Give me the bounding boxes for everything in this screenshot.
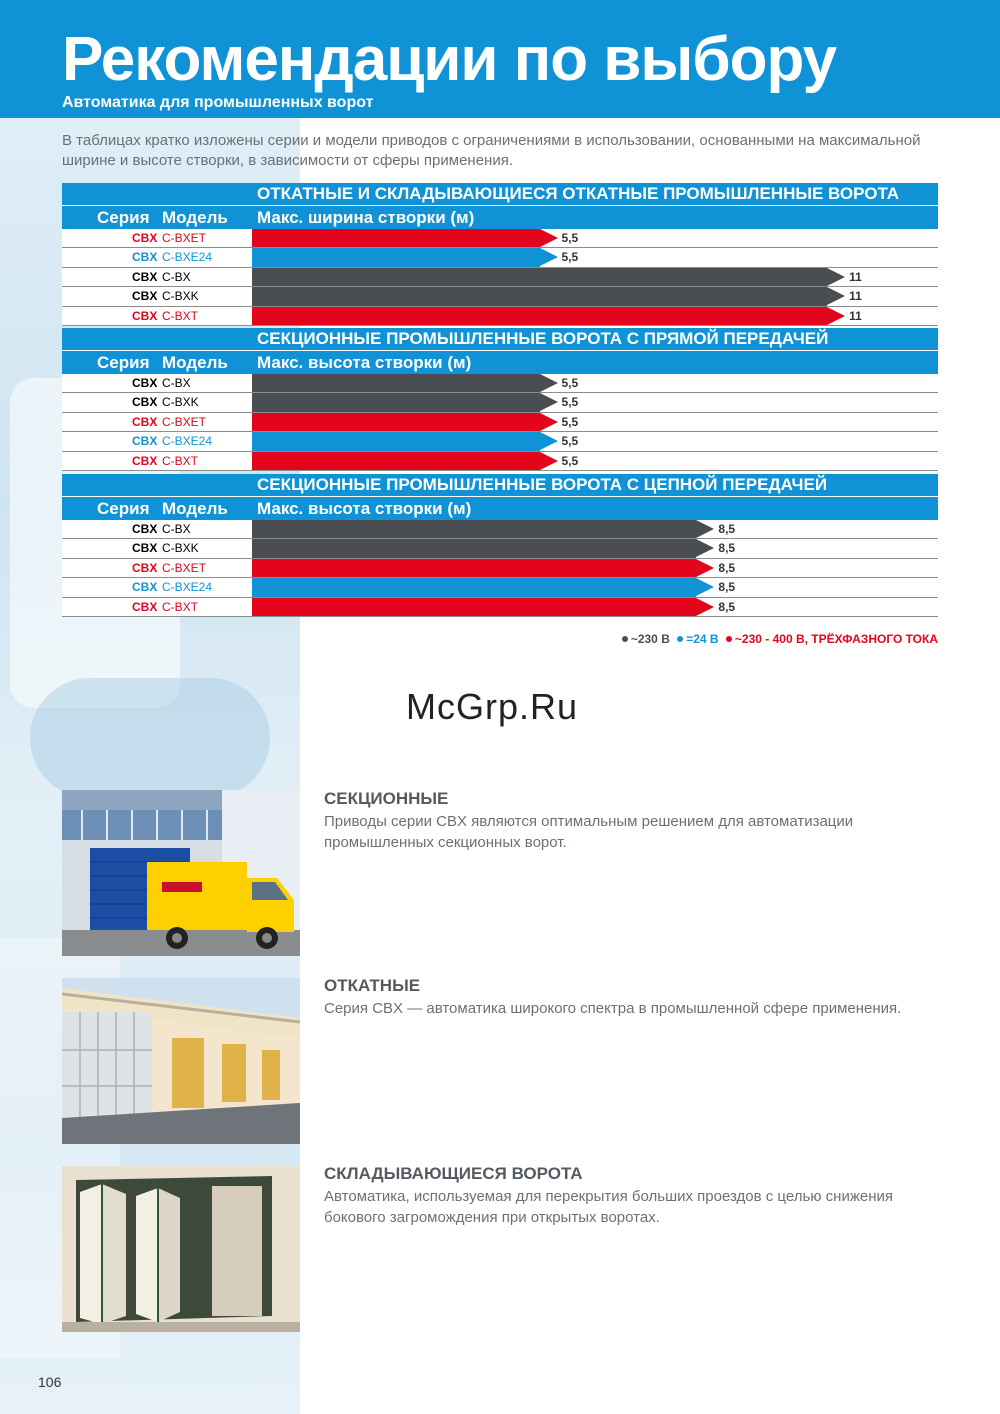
bar-value-label: 5,5 xyxy=(561,453,579,468)
bar-value-label: 5,5 xyxy=(561,376,579,390)
legend-dark-label: ~230 В xyxy=(630,632,670,646)
bar-arrow-tip xyxy=(827,268,845,286)
bar-mark xyxy=(252,374,540,392)
column-header-series: Серия xyxy=(97,353,150,372)
bar-value-label: 5,5 xyxy=(561,231,579,245)
model-cell: C-BXT xyxy=(162,599,198,614)
bar-value-label: 8,5 xyxy=(718,580,736,595)
column-header-model: Модель xyxy=(162,353,228,372)
column-header-metric: Макс. высота створки (м) xyxy=(257,353,472,372)
table-column-headers xyxy=(62,205,938,229)
bar-value-label: 5,5 xyxy=(561,414,579,429)
column-header-model: Модель xyxy=(162,499,228,518)
table-row xyxy=(62,539,938,558)
table-row xyxy=(62,268,938,287)
table-row xyxy=(62,307,938,326)
legend-dot-dark xyxy=(622,636,628,642)
bar-mark xyxy=(252,598,696,616)
table-row xyxy=(62,393,938,412)
bar-arrow-tip xyxy=(540,452,558,470)
model-cell: C-BXK xyxy=(162,395,199,410)
bar-arrow-tip xyxy=(540,374,558,392)
model-cell: C-BXE24 xyxy=(162,434,213,449)
model-cell: C-BXT xyxy=(162,453,198,468)
model-cell: C-BXK xyxy=(162,541,199,556)
legend-dot-blue xyxy=(677,636,683,642)
model-cell: C-BXET xyxy=(162,560,207,575)
table-column-headers xyxy=(62,496,938,520)
model-cell: C-BXET xyxy=(162,231,207,245)
model-cell: C-BXE24 xyxy=(162,250,213,265)
bar-arrow-tip xyxy=(827,307,845,325)
table-title: СЕКЦИОННЫЕ ПРОМЫШЛЕННЫЕ ВОРОТА С ЦЕПНОЙ ПЕРЕДАЧЕЙ xyxy=(62,474,938,496)
column-header-series: Серия xyxy=(97,499,150,518)
bar-arrow-tip xyxy=(696,539,714,557)
photo-sliding-gate xyxy=(62,978,300,1144)
product-heading: ОТКАТНЫЕ xyxy=(324,976,421,995)
series-cell: CBX xyxy=(132,560,158,575)
bar-value-label: 5,5 xyxy=(561,434,579,449)
series-cell: CBX xyxy=(132,453,158,468)
bar-arrow-tip xyxy=(696,520,714,538)
bar-arrow-tip xyxy=(540,229,558,247)
product-description: Серия CBX — автоматика широкого спектра в промышленной сфере применения. xyxy=(324,1000,902,1017)
bar-mark xyxy=(252,393,540,411)
column-header-metric: Макс. ширина створки (м) xyxy=(257,208,475,227)
photo-sectional-gate xyxy=(62,790,300,956)
photo-folding-gate xyxy=(62,1166,300,1332)
table-sectional-chain xyxy=(62,474,938,617)
bar-mark xyxy=(252,432,540,450)
bar-mark xyxy=(252,413,540,431)
bar-value-label: 8,5 xyxy=(718,599,736,614)
column-header-model: Модель xyxy=(162,208,228,227)
bar-arrow-tip xyxy=(540,248,558,266)
series-cell: CBX xyxy=(132,522,158,536)
bar-arrow-tip xyxy=(696,578,714,596)
bar-value-label: 8,5 xyxy=(718,522,736,536)
series-cell: CBX xyxy=(132,541,158,556)
bar-mark xyxy=(252,287,827,305)
product-sliding xyxy=(324,976,924,1019)
series-cell: CBX xyxy=(132,376,158,390)
series-cell: CBX xyxy=(132,250,158,265)
bar-value-label: 8,5 xyxy=(718,560,736,575)
table-title: СЕКЦИОННЫЕ ПРОМЫШЛЕННЫЕ ВОРОТА С ПРЯМОЙ ПЕРЕДАЧЕЙ xyxy=(62,328,938,350)
series-cell: CBX xyxy=(132,395,158,410)
table-row xyxy=(62,520,938,539)
bar-value-label: 5,5 xyxy=(561,395,579,410)
series-cell: CBX xyxy=(132,580,158,595)
product-heading: СЕКЦИОННЫЕ xyxy=(324,789,449,808)
bar-arrow-tip xyxy=(540,413,558,431)
model-cell: C-BX xyxy=(162,522,191,536)
bar-value-label: 11 xyxy=(849,308,862,323)
product-description: Автоматика, используемая для перекрытия больших проездов с целью снижения бокового загромождения при открытых воротах. xyxy=(324,1188,894,1226)
model-cell: C-BXET xyxy=(162,414,207,429)
table-row xyxy=(62,287,938,306)
bar-value-label: 8,5 xyxy=(718,541,736,556)
product-folding xyxy=(324,1164,924,1228)
bar-arrow-tip xyxy=(540,432,558,450)
model-cell: C-BXK xyxy=(162,289,199,304)
column-header-metric: Макс. высота створки (м) xyxy=(257,499,472,518)
bar-mark xyxy=(252,229,540,247)
model-cell: C-BXT xyxy=(162,308,198,323)
bar-mark xyxy=(252,268,827,286)
table-row xyxy=(62,598,938,617)
series-cell: CBX xyxy=(132,434,158,449)
table-sectional-direct xyxy=(62,328,938,471)
table-row xyxy=(62,578,938,597)
model-cell: C-BX xyxy=(162,376,191,390)
legend-dot-red xyxy=(726,636,732,642)
series-cell: CBX xyxy=(132,269,158,284)
page-header xyxy=(0,0,1000,118)
table-column-headers xyxy=(62,350,938,374)
bar-arrow-tip xyxy=(696,559,714,577)
bar-value-label: 11 xyxy=(849,289,862,304)
column-header-series: Серия xyxy=(97,208,150,227)
bar-value-label: 11 xyxy=(849,269,862,284)
bar-mark xyxy=(252,559,696,577)
bar-mark xyxy=(252,307,827,325)
table-row xyxy=(62,248,938,267)
bar-mark xyxy=(252,539,696,557)
table-row xyxy=(62,374,938,393)
legend xyxy=(618,632,938,646)
bar-mark xyxy=(252,248,540,266)
bar-mark xyxy=(252,578,696,596)
page-title: Рекомендации по выбору xyxy=(62,25,837,94)
table-sliding-gates xyxy=(62,183,938,326)
bar-value-label: 5,5 xyxy=(561,250,579,265)
table-title: ОТКАТНЫЕ И СКЛАДЫВАЮЩИЕСЯ ОТКАТНЫЕ ПРОМЫШЛЕННЫЕ ВОРОТА xyxy=(62,183,938,205)
series-cell: CBX xyxy=(132,599,158,614)
legend-blue-label: =24 В xyxy=(686,632,719,646)
model-cell: C-BXE24 xyxy=(162,580,213,595)
series-cell: CBX xyxy=(132,308,158,323)
series-cell: CBX xyxy=(132,414,158,429)
product-description: Приводы серии CBX являются оптимальным решением для автоматизации промышленных секционных ворот. xyxy=(324,813,854,851)
series-cell: CBX xyxy=(132,231,158,245)
model-cell: C-BX xyxy=(162,269,191,284)
series-cell: CBX xyxy=(132,289,158,304)
intro-text: В таблицах кратко изложены серии и модели приводов с ограничениями в использовании, основанными на максимальной ширине и высоте створки, в зависимости от сферы применения. xyxy=(62,132,921,169)
bar-arrow-tip xyxy=(696,598,714,616)
table-row xyxy=(62,559,938,578)
table-row xyxy=(62,229,938,248)
bar-mark xyxy=(252,452,540,470)
table-row xyxy=(62,432,938,451)
bar-mark xyxy=(252,520,696,538)
table-row xyxy=(62,452,938,471)
table-row xyxy=(62,413,938,432)
legend-red-label: ~230 - 400 В, ТРЁХФАЗНОГО ТОКА xyxy=(734,632,938,646)
bar-arrow-tip xyxy=(540,393,558,411)
watermark: McGrp.Ru xyxy=(406,686,579,727)
product-heading: СКЛАДЫВАЮЩИЕСЯ ВОРОТА xyxy=(324,1164,583,1183)
page-subtitle: Автоматика для промышленных ворот xyxy=(62,94,374,111)
product-sectional xyxy=(324,789,924,853)
bar-arrow-tip xyxy=(827,287,845,305)
page-number: 106 xyxy=(38,1374,62,1390)
